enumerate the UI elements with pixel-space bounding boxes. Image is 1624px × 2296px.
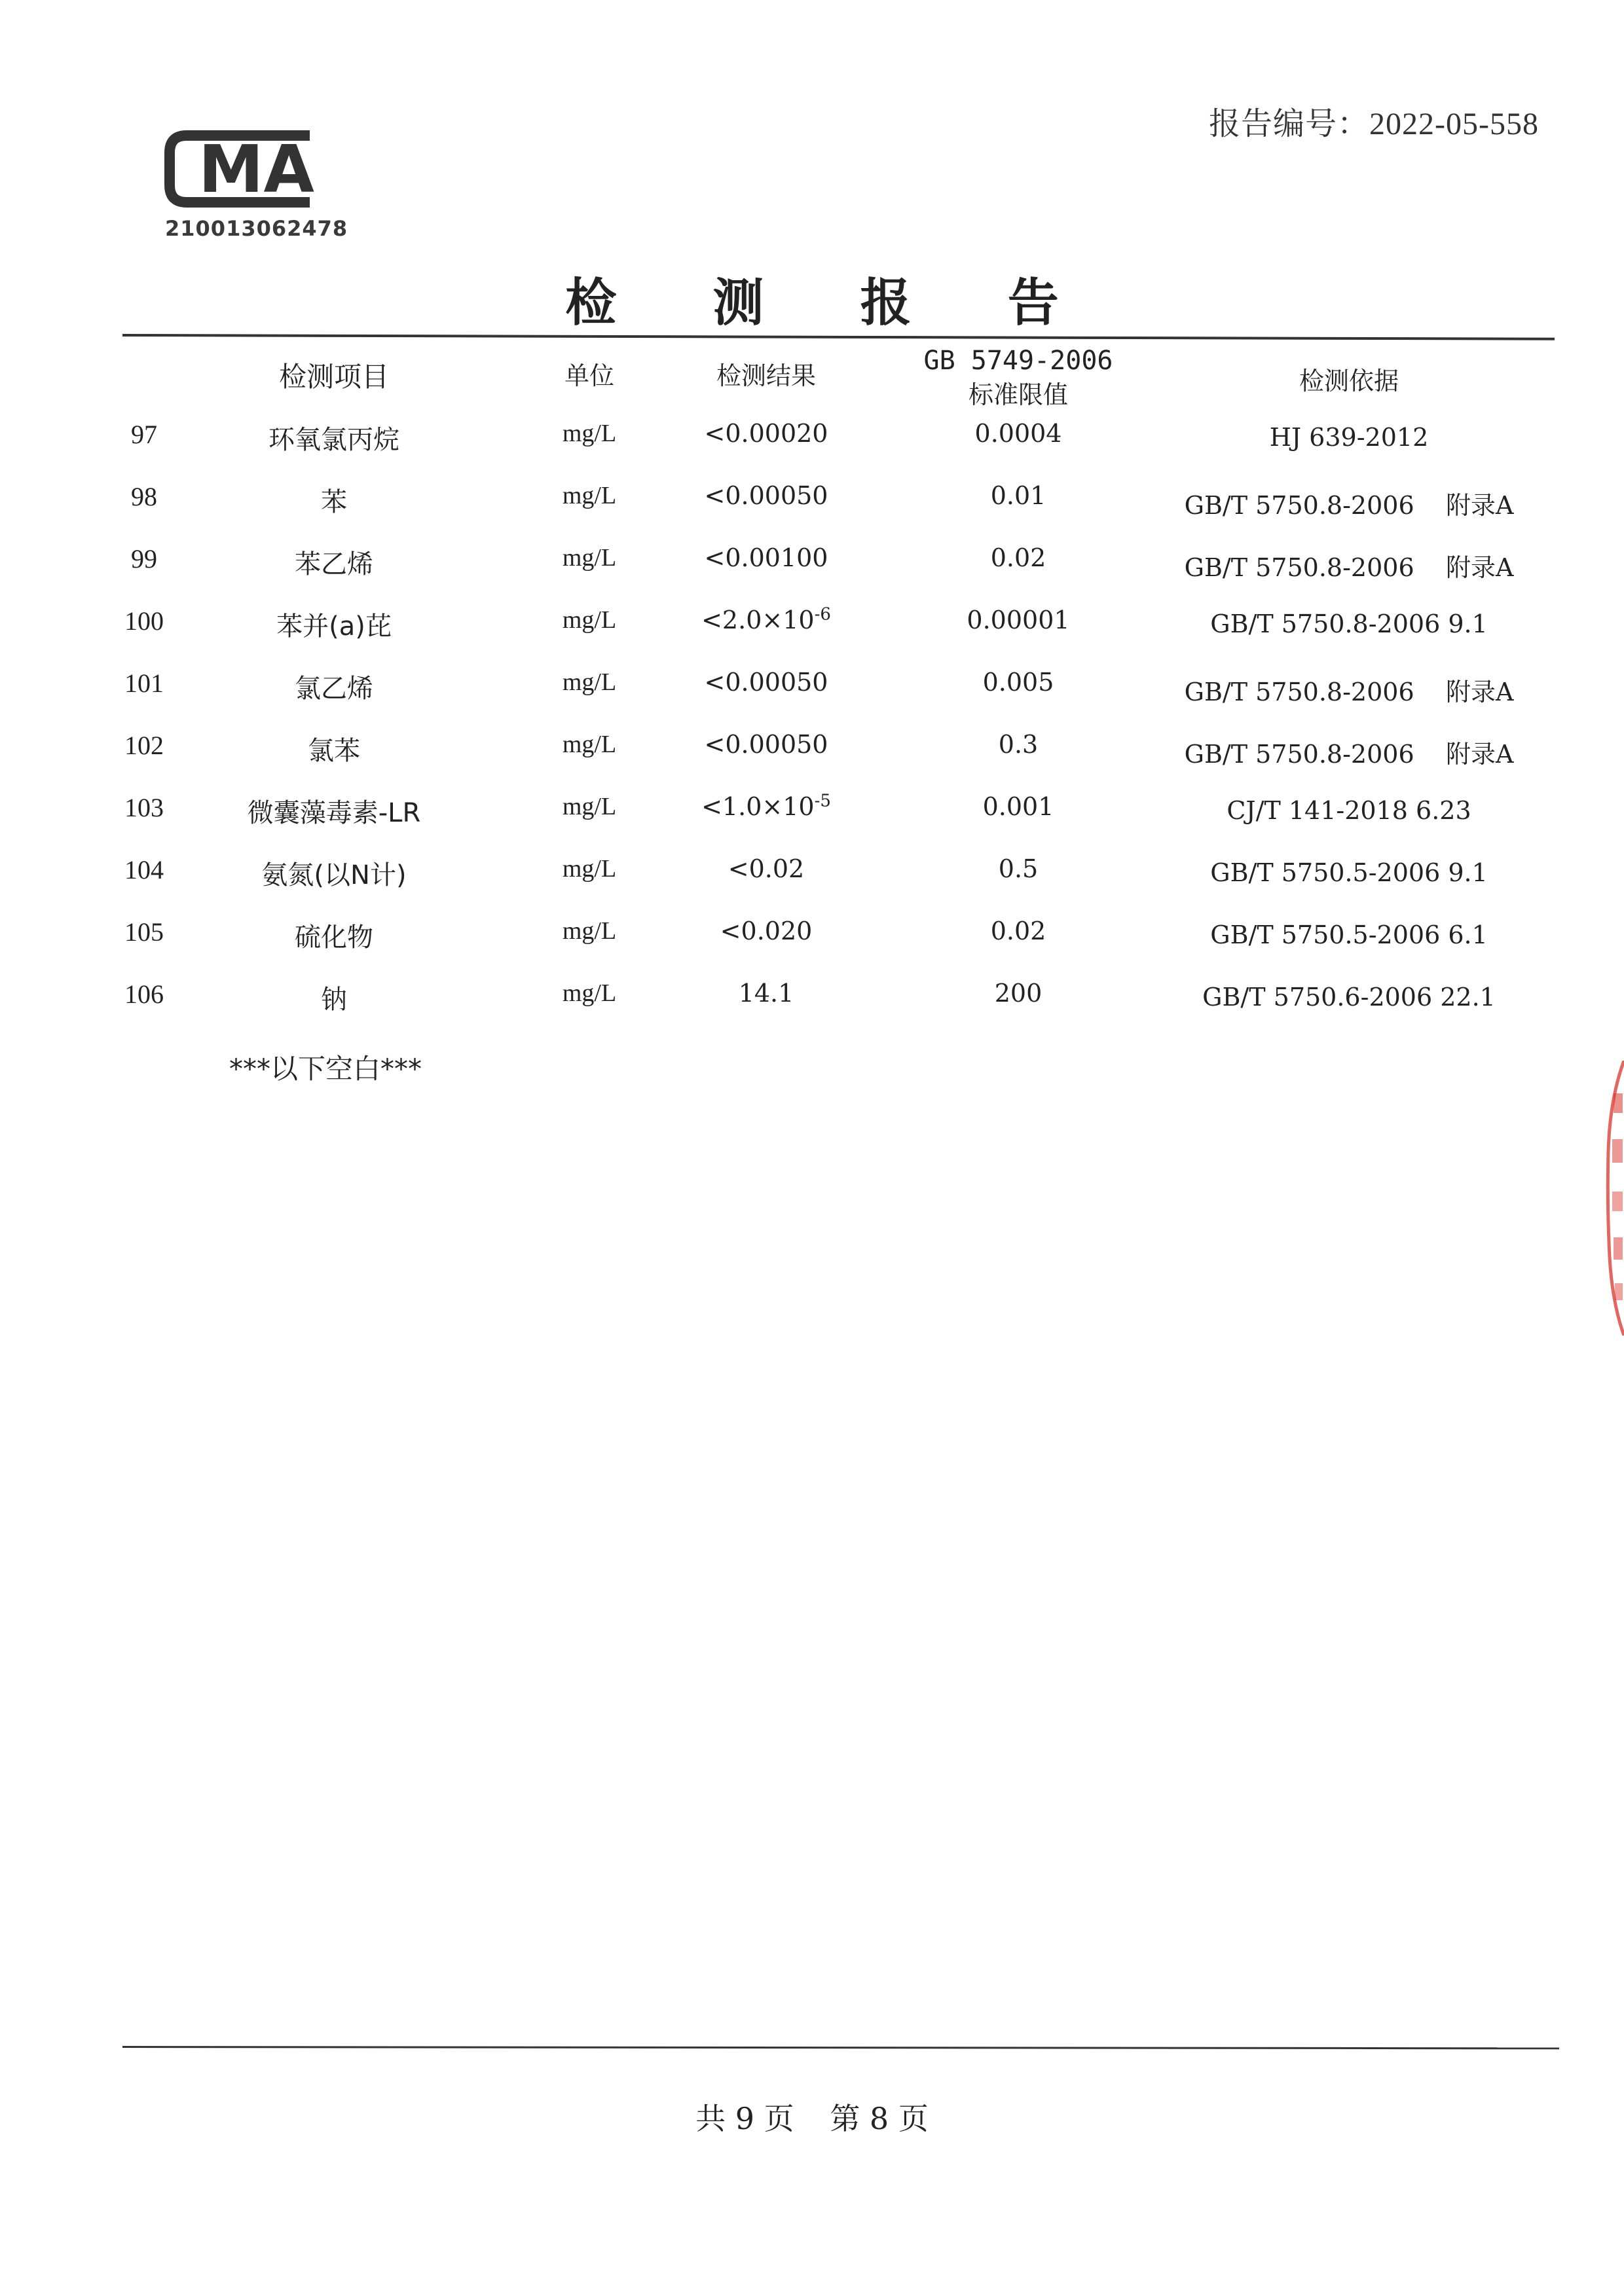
row-result: <0.00050 bbox=[704, 481, 828, 510]
row-unit: mg/L bbox=[562, 979, 617, 1007]
row-result: <0.02 bbox=[728, 854, 805, 883]
row-basis: GB/T 5750.8-2006 附录A bbox=[1184, 740, 1514, 769]
row-number: 100 bbox=[124, 606, 164, 636]
table-row bbox=[0, 792, 1624, 851]
row-limit: 0.01 bbox=[990, 481, 1046, 510]
row-item: 环氧氯丙烷 bbox=[268, 425, 399, 455]
row-limit: 0.02 bbox=[990, 917, 1046, 945]
current-page: 第 8 页 bbox=[830, 2101, 929, 2136]
table-row bbox=[0, 979, 1624, 1038]
column-header-basis: 检测依据 bbox=[1299, 367, 1399, 395]
table-row bbox=[0, 606, 1624, 665]
row-item: 氯乙烯 bbox=[295, 674, 373, 704]
row-unit: mg/L bbox=[562, 420, 617, 447]
column-header-limit bbox=[904, 344, 1133, 412]
column-header-result: 检测结果 bbox=[716, 361, 816, 390]
row-result-base: <1.0×10 bbox=[701, 792, 815, 821]
cma-logo bbox=[160, 121, 331, 213]
row-item: 苯并(a)芘 bbox=[276, 611, 392, 642]
table-row bbox=[0, 543, 1624, 602]
report-number-label: 报告编号： bbox=[1209, 105, 1370, 142]
row-unit: mg/L bbox=[562, 731, 617, 758]
row-basis: GB/T 5750.8-2006 附录A bbox=[1184, 678, 1514, 706]
end-of-table-note: ***以下空白*** bbox=[229, 1053, 422, 1085]
row-basis: GB/T 5750.5-2006 6.1 bbox=[1210, 920, 1488, 949]
row-item: 苯乙烯 bbox=[295, 549, 373, 579]
row-limit: 0.5 bbox=[998, 854, 1039, 883]
column-header-unit: 单位 bbox=[564, 361, 614, 390]
row-unit: mg/L bbox=[562, 855, 617, 883]
row-limit: 0.02 bbox=[990, 543, 1046, 572]
row-result: <0.00100 bbox=[704, 543, 828, 572]
row-limit: 0.001 bbox=[982, 792, 1054, 821]
page-title: 检 测 报 告 bbox=[565, 273, 1098, 333]
row-number: 105 bbox=[124, 917, 164, 947]
row-result: <0.00050 bbox=[704, 730, 828, 759]
row-limit: 0.0004 bbox=[974, 419, 1062, 448]
row-limit: 200 bbox=[994, 979, 1043, 1008]
table-row bbox=[0, 854, 1624, 913]
row-item: 氯苯 bbox=[308, 736, 360, 766]
row-item: 钠 bbox=[321, 985, 347, 1015]
row-unit: mg/L bbox=[562, 482, 617, 509]
column-header-item: 检测项目 bbox=[278, 361, 389, 393]
row-result: <0.00050 bbox=[704, 668, 828, 697]
row-unit: mg/L bbox=[562, 793, 617, 820]
row-number: 101 bbox=[124, 668, 164, 698]
cma-logo-text: MA bbox=[198, 131, 314, 208]
table-row bbox=[0, 668, 1624, 727]
row-basis: GB/T 5750.5-2006 9.1 bbox=[1210, 858, 1488, 887]
column-header-limit-standard: GB 5749-2006 bbox=[923, 346, 1113, 376]
cma-number: 210013062478 bbox=[165, 216, 348, 241]
row-basis: GB/T 5750.6-2006 22.1 bbox=[1202, 983, 1496, 1011]
table-row bbox=[0, 730, 1624, 789]
row-result: 14.1 bbox=[738, 979, 794, 1008]
row-unit: mg/L bbox=[562, 668, 617, 696]
page-footer bbox=[0, 2095, 1624, 2138]
row-result: <0.020 bbox=[720, 917, 813, 945]
row-basis: GB/T 5750.8-2006 附录A bbox=[1184, 553, 1514, 582]
seal-icon bbox=[1604, 1061, 1624, 1336]
row-number: 102 bbox=[124, 731, 164, 760]
row-basis: CJ/T 141-2018 6.23 bbox=[1227, 796, 1471, 825]
row-number: 103 bbox=[124, 793, 164, 822]
row-number: 104 bbox=[124, 855, 164, 884]
row-limit: 0.005 bbox=[982, 668, 1054, 697]
row-number: 99 bbox=[131, 544, 157, 574]
red-seal-stamp-fragment bbox=[1604, 1061, 1624, 1336]
row-item: 微囊藻毒素-LR bbox=[247, 798, 421, 828]
row-number: 106 bbox=[124, 979, 164, 1009]
report-number-value: 2022-05-558 bbox=[1369, 107, 1539, 141]
table-row bbox=[0, 917, 1624, 975]
row-result: <0.00020 bbox=[704, 419, 828, 448]
table-header bbox=[0, 346, 1624, 422]
row-unit: mg/L bbox=[562, 544, 617, 572]
row-result bbox=[661, 792, 871, 821]
row-result-base: <2.0×10 bbox=[701, 606, 815, 634]
row-basis: HJ 639-2012 bbox=[1269, 423, 1429, 452]
table-row bbox=[0, 481, 1624, 540]
row-unit: mg/L bbox=[562, 917, 617, 945]
row-basis: GB/T 5750.8-2006 附录A bbox=[1184, 491, 1514, 520]
row-basis: GB/T 5750.8-2006 9.1 bbox=[1210, 610, 1488, 638]
row-limit: 0.00001 bbox=[967, 606, 1070, 634]
row-result bbox=[661, 606, 871, 634]
row-unit: mg/L bbox=[562, 606, 617, 634]
row-number: 97 bbox=[131, 420, 157, 449]
row-limit: 0.3 bbox=[998, 730, 1039, 759]
report-number bbox=[1209, 98, 1539, 143]
cma-logo-icon bbox=[160, 121, 331, 213]
row-item: 苯 bbox=[321, 487, 347, 517]
total-pages: 共 9 页 bbox=[695, 2101, 794, 2136]
row-result-exponent: -6 bbox=[814, 604, 831, 625]
footer-divider bbox=[122, 2046, 1559, 2049]
row-number: 98 bbox=[131, 482, 157, 511]
row-result-exponent: -5 bbox=[814, 791, 831, 811]
row-item: 氨氮(以N计) bbox=[261, 860, 407, 890]
column-header-limit-label: 标准限值 bbox=[968, 380, 1068, 409]
table-row bbox=[0, 419, 1624, 478]
row-item: 硫化物 bbox=[295, 922, 373, 953]
